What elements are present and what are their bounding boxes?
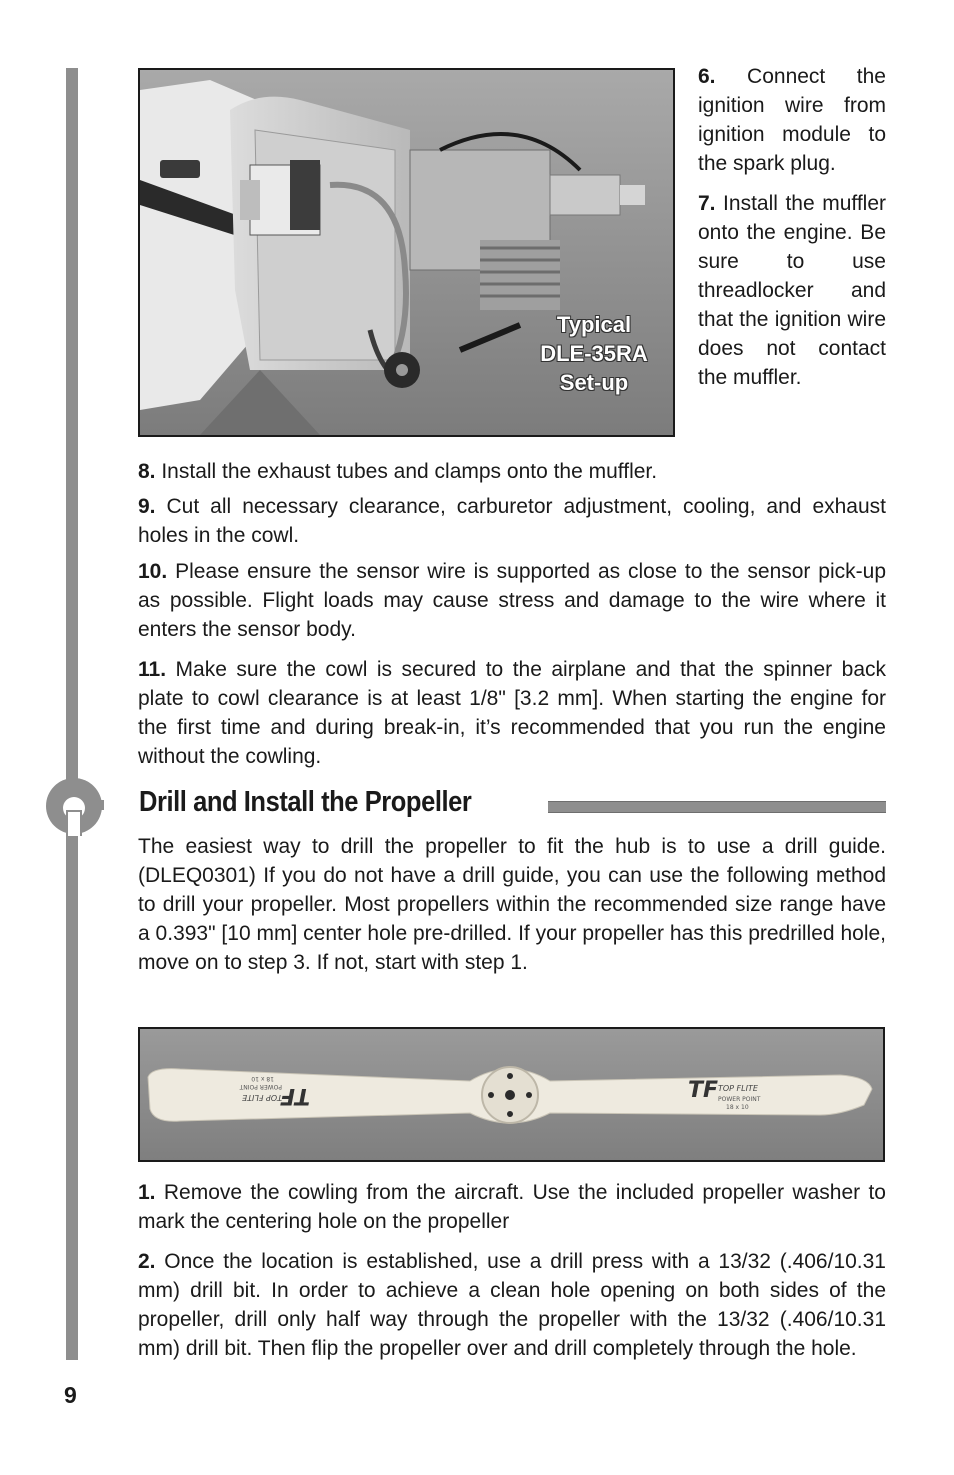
propeller-photo bbox=[138, 1027, 885, 1162]
step-text: Please ensure the sensor wire is supported as close to the sensor pick-up as possible. Flight loads may cause stress and damage to the wire where it enters the sensor body. bbox=[138, 560, 886, 641]
section-title: Drill and Install the Propeller bbox=[139, 786, 472, 818]
step-8 bbox=[138, 457, 886, 486]
step-text: Once the location is established, use a drill press with a 13/32 (.406/10.31 mm) drill bit. In order to achieve a clean hole opening on both sides of the propeller, drill only half way through the propeller with the 13/32 (.406/10.31 mm) drill bit. Then flip the propeller over and drill completely through the hole. bbox=[138, 1250, 886, 1360]
step-number: 2. bbox=[138, 1250, 156, 1273]
step-text: Install the muffler onto the engine. Be sure to use threadlocker and that the ignition wire does not contact the muffler. bbox=[698, 192, 886, 389]
prop-brand: TOP FLITE bbox=[718, 1084, 758, 1093]
step-text: Make sure the cowl is secured to the airplane and that the spinner back plate to cowl clearance is at least 1/8" [3.2 mm]. When starting the engine for the first time and during break-in, it’s recommended that you run the engine without the cowling. bbox=[138, 658, 886, 768]
section-hook-decoration bbox=[44, 776, 104, 836]
prop-step-2 bbox=[138, 1247, 886, 1363]
step-text: Remove the cowling from the aircraft. Use the included propeller washer to mark the centering hole on the propeller bbox=[138, 1181, 886, 1233]
svg-text:TF: TF bbox=[688, 1078, 719, 1103]
page-number: 9 bbox=[64, 1382, 77, 1408]
prop-model-mirrored: POWER POINT bbox=[239, 1083, 282, 1090]
prop-size: 18 x 10 bbox=[726, 1104, 749, 1111]
photo-caption: Typical DLE-35RA Set-up bbox=[540, 312, 648, 395]
side-rail bbox=[66, 68, 78, 1360]
step-6 bbox=[698, 62, 886, 178]
step-7 bbox=[698, 189, 886, 392]
step-text: Connect the ignition wire from ignition module to the spark plug. bbox=[698, 65, 886, 175]
step-text: Install the exhaust tubes and clamps onto the muffler. bbox=[155, 460, 658, 483]
step-10 bbox=[138, 557, 886, 644]
section-intro: The easiest way to drill the propeller to fit the hub is to use a drill guide. (DLEQ0301) If you do not have a drill guide, you can use the following method to drill your propeller. Most propellers within the recommended size range have a 0.393" [10 mm] center hole pre-drilled. If your propeller has this predrilled hole, move on to step 3. If not, start with step 1. bbox=[138, 835, 886, 974]
title-rule bbox=[548, 801, 886, 813]
svg-text:TF: TF bbox=[279, 1083, 310, 1108]
step-number: 9. bbox=[138, 495, 156, 518]
prop-model: POWER POINT bbox=[718, 1096, 761, 1103]
step-9 bbox=[138, 492, 886, 550]
step-number: 10. bbox=[138, 560, 168, 583]
prop-size-mirrored: 18 x 10 bbox=[251, 1075, 274, 1082]
step-number: 6. bbox=[698, 65, 716, 88]
step-number: 1. bbox=[138, 1181, 156, 1204]
step-number: 7. bbox=[698, 192, 716, 215]
step-number: 11. bbox=[138, 658, 167, 681]
step-text: Cut all necessary clearance, carburetor adjustment, cooling, and exhaust holes in the cowl. bbox=[138, 495, 886, 547]
step-11 bbox=[138, 655, 886, 771]
prop-step-1 bbox=[138, 1178, 886, 1236]
prop-brand-mirrored: TOP FLITE bbox=[242, 1093, 282, 1102]
step-number: 8. bbox=[138, 460, 156, 483]
